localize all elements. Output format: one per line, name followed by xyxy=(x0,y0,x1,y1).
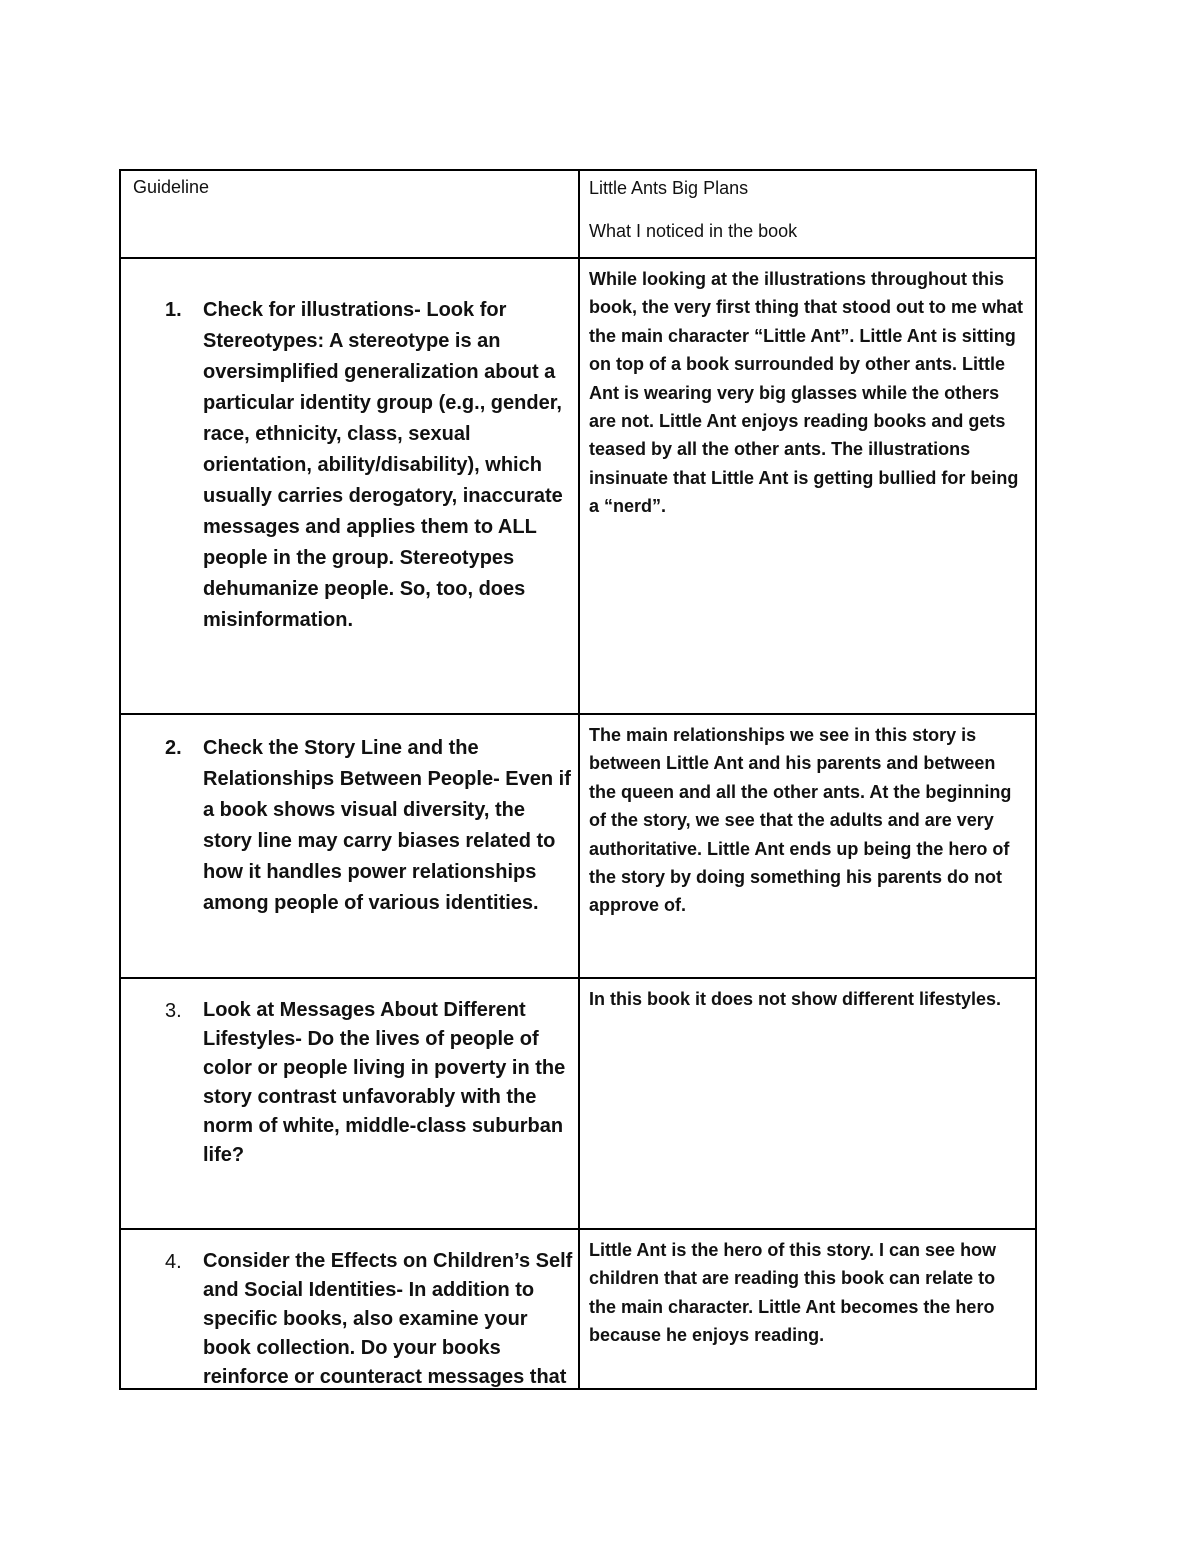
guideline-text: Check for illustrations- Look for Stereotypes: A stereotype is an oversimplified generalization about a particular identity group (e.g., gender, race, ethnicity, class, sexual orientation, ability/disability), which usually carries derogatory, inaccurate messages and applies them to ALL people in the group. Stereotypes dehumanize people. So, too, does misinformation. xyxy=(203,299,563,631)
notice-label: What I noticed in the book xyxy=(589,221,798,241)
table-row xyxy=(121,257,1035,713)
table-row xyxy=(121,1228,1035,1390)
guideline-table xyxy=(119,169,1037,1390)
book-title: Little Ants Big Plans xyxy=(589,178,749,198)
guideline-header: Guideline xyxy=(133,177,210,197)
guideline-text: Check the Story Line and the Relationships Between People- Even if a book shows visual diversity, the story line may carry biases related to how it handles power relationships among people of various identities. xyxy=(203,737,571,914)
observation-cell xyxy=(580,715,1035,977)
header-row xyxy=(121,171,1035,257)
observation-text: Little Ant is the hero of this story. I can see how children that are reading this book can relate to the main character. Little Ant becomes the hero because he enjoys reading. xyxy=(589,1240,997,1346)
guideline-text: Look at Messages About Different Lifestyles- Do the lives of people of color or people living in poverty in the story contrast unfavorably with the norm of white, middle-class suburban life? xyxy=(203,999,566,1166)
observation-text: While looking at the illustrations throughout this book, the very first thing that stood out to me what the main character “Little Ant”. Little Ant is sitting on top of a book surrounded by other ants. Little Ant is wearing very big glasses while the others are not. Little Ant enjoys reading books and gets teased by all the other ants. The illustrations insinuate that Little Ant is getting bullied for being a “nerd”. xyxy=(589,269,1024,517)
guideline-cell xyxy=(121,979,578,1228)
item-number: 2. xyxy=(165,737,182,759)
table-row xyxy=(121,713,1035,977)
book-header xyxy=(580,171,1035,257)
item-number: 1. xyxy=(165,299,182,321)
item-number: 3. xyxy=(165,1000,182,1022)
observation-cell xyxy=(580,259,1035,713)
guideline-cell xyxy=(121,1230,578,1390)
guideline-cell xyxy=(121,715,578,977)
guideline-text: Consider the Effects on Children’s Self and Social Identities- In addition to specific books, also examine your book collection. Do your books reinforce or counteract messages that xyxy=(203,1250,573,1388)
observation-cell xyxy=(580,1230,1035,1390)
observation-text: In this book it does not show different lifestyles. xyxy=(589,989,1002,1009)
guideline-cell xyxy=(121,259,578,713)
observation-cell xyxy=(580,979,1035,1228)
item-number: 4. xyxy=(165,1251,182,1273)
observation-text: The main relationships we see in this story is between Little Ant and his parents and between the queen and all the other ants. At the beginning of the story, we see that the adults and are very authoritative. Little Ant ends up being the hero of the story by doing something his parents do not approve of. xyxy=(589,725,1012,916)
table-row xyxy=(121,977,1035,1228)
